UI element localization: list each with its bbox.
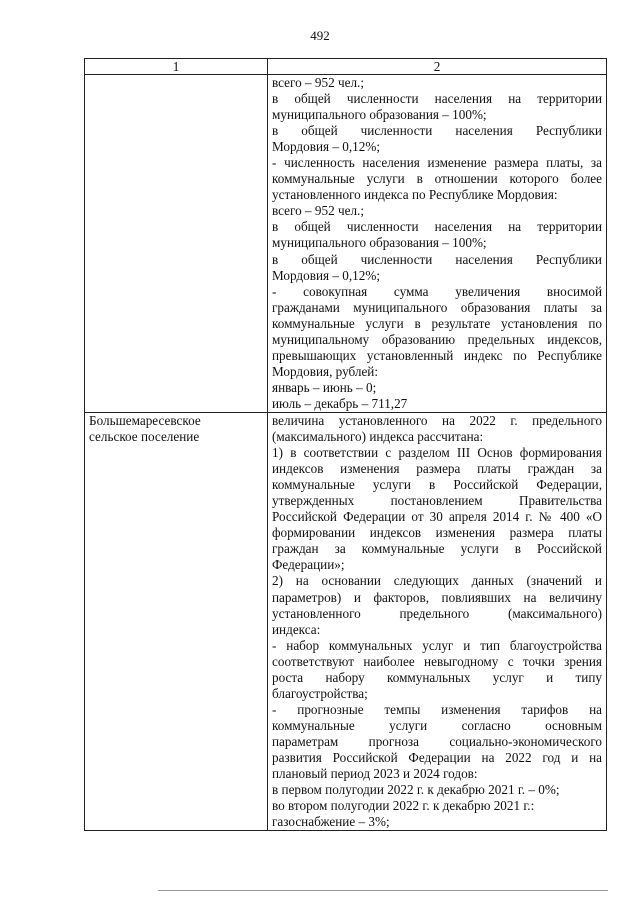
text-line: Мордовия – 0,12%;	[272, 139, 380, 155]
text-line: Мордовия, рублей:	[272, 363, 379, 379]
text-line: июль – декабрь – 711,27	[272, 395, 408, 411]
text-line: - численность населения изменение размера платы, за	[272, 155, 602, 171]
text-line: всего – 952 чел.;	[272, 203, 364, 219]
text-line: параметрам прогноза социально-экономического	[272, 733, 602, 749]
text-line: роста набору коммунальных услуг и типу	[272, 669, 602, 685]
text-line: установленного предельного (максимального)	[272, 605, 602, 621]
text-line: коммунальные услуги в отношении которого более	[272, 171, 602, 187]
table-row	[85, 412, 607, 830]
text-line: во втором полугодии 2022 г. к декабрю 2021 г.:	[272, 798, 535, 814]
text-line: Российской Федерации от 30 апреля 2014 г. № 400 «О	[272, 509, 602, 525]
text-line: в общей численности населения на территории	[272, 91, 602, 107]
page-number: 492	[310, 28, 330, 43]
text-line: превышающих установленный индекс по Республике	[272, 347, 602, 363]
text-line: плановый период 2023 и 2024 годов:	[272, 766, 478, 782]
text-line: параметров) и факторов, повлиявших на величину	[272, 589, 602, 605]
text-line: - набор коммунальных услуг и тип благоустройства	[272, 637, 602, 653]
text-line: индекса:	[272, 621, 321, 637]
table-row	[85, 75, 607, 413]
text-line: индексов изменения размера платы граждан за	[272, 461, 602, 477]
text-line: величина установленного на 2022 г. предельного	[272, 412, 602, 428]
text-line: в общей численности населения Республики	[272, 251, 602, 267]
page-bottom-rule	[158, 890, 608, 891]
text-line: соответствуют наиболее невыгодному с точки зрения	[272, 653, 602, 669]
text-line: газоснабжение – 3%;	[272, 814, 390, 830]
text-line: 1) в соответствии с разделом III Основ формирования	[272, 445, 602, 461]
text-line: муниципальному образованию предельных индексов,	[272, 331, 602, 347]
text-line: граждан за коммунальные услуги в Российской	[272, 541, 602, 557]
organization-name-line: сельское поселение	[89, 429, 200, 445]
table-cell-details	[268, 75, 607, 413]
column-header-1: 1	[85, 59, 268, 75]
text-line: 2) на основании следующих данных (значений и	[272, 573, 602, 589]
text-line: всего – 952 чел.;	[272, 75, 364, 90]
text-line: утвержденных постановлением Правительства	[272, 493, 602, 509]
text-line: в общей численности населения Республики	[272, 123, 602, 139]
table-cell-organization	[85, 75, 268, 413]
text-line: - прогнозные темпы изменения тарифов на	[272, 701, 602, 717]
text-line: установленного индекса по Республике Мордовия:	[272, 187, 558, 203]
column-header-2: 2	[268, 59, 607, 75]
text-line: муниципального образования – 100%;	[272, 107, 487, 123]
document-table	[84, 58, 607, 831]
text-line: коммунальные услуги в результате установления по	[272, 315, 602, 331]
organization-name-line: Большемаресевское	[89, 412, 201, 428]
text-line: коммунальные услуги согласно основным	[272, 717, 602, 733]
text-line: муниципального образования – 100%;	[272, 235, 487, 251]
table-cell-organization	[85, 412, 268, 830]
table-header-row	[85, 59, 607, 75]
table-cell-details	[268, 412, 607, 830]
text-line: Мордовия – 0,12%;	[272, 267, 380, 283]
text-line: - совокупная сумма увеличения вносимой	[272, 283, 602, 299]
text-line: в первом полугодии 2022 г. к декабрю 2021 г. – 0%;	[272, 782, 560, 798]
text-line: в общей численности населения на территории	[272, 219, 602, 235]
text-line: развития Российской Федерации на 2022 год и на	[272, 749, 602, 765]
text-line: благоустройства;	[272, 685, 368, 701]
text-line: формировании индексов изменения размера платы	[272, 525, 602, 541]
text-line: январь – июнь – 0;	[272, 379, 377, 395]
text-line: коммунальные услуги в Российской Федерации,	[272, 477, 602, 493]
text-line: Федерации»;	[272, 557, 345, 573]
text-line: (максимального) индекса рассчитана:	[272, 429, 484, 445]
text-line: гражданами муниципального образования платы за	[272, 299, 602, 315]
